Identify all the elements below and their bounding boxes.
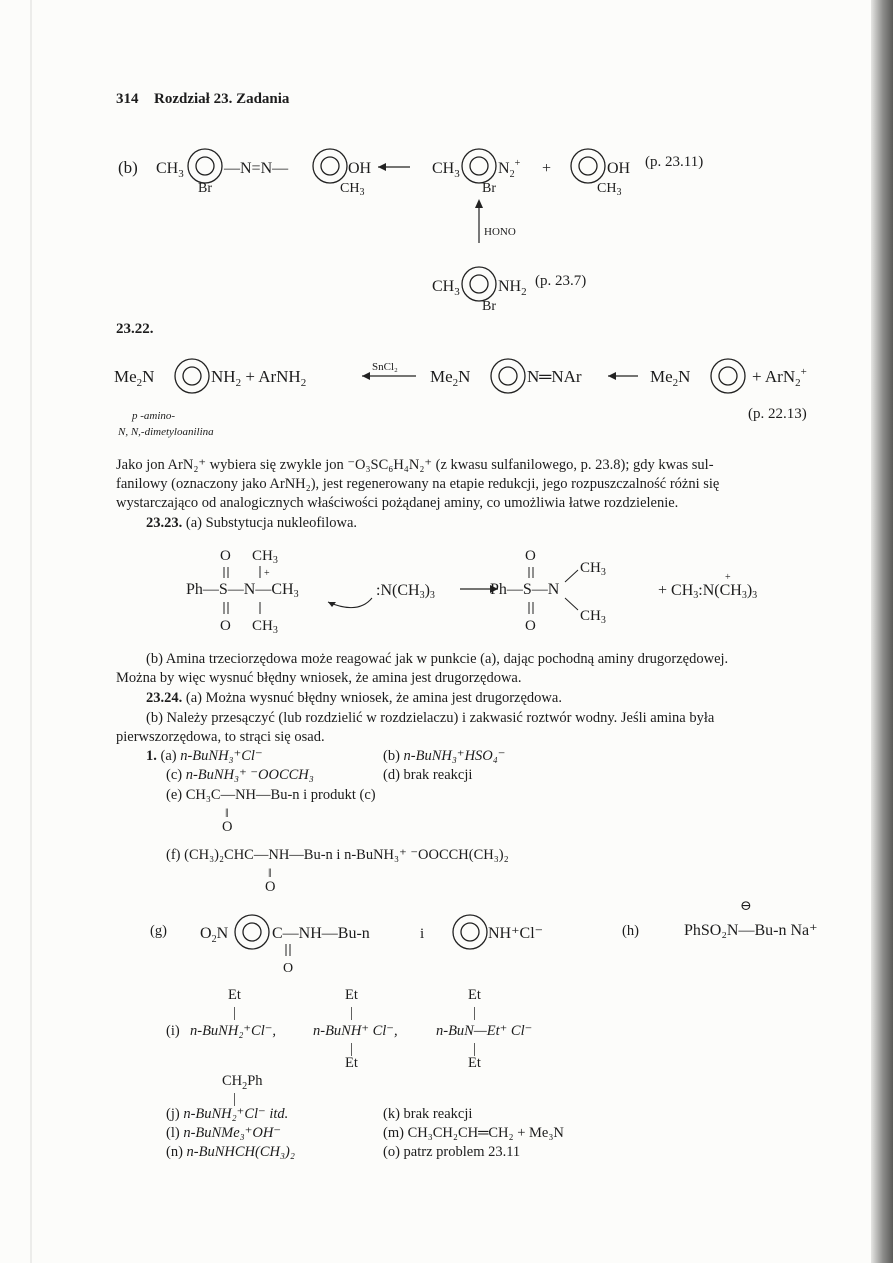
answer-c: (c) n-BuNH₃⁺ ⁻OOCCH₃ <box>166 767 314 783</box>
answer-i1: n-BuNH₂⁺Cl⁻, <box>190 1023 277 1039</box>
chapter-title: Rozdział 23. Zadania <box>154 91 290 107</box>
reference-23-11: (p. 23.11) <box>645 154 704 170</box>
compound-name-line1: p -amino- <box>132 410 176 422</box>
svg-text:+ ArN2+: + ArN$_2$+ <box>752 366 807 389</box>
answer-i2: n-BuNH⁺ Cl⁻, <box>313 1023 398 1039</box>
answer-k: (k) brak reakcji <box>383 1106 473 1122</box>
substituent-et: Et <box>468 1055 481 1071</box>
bond-vertical: | <box>473 1005 476 1021</box>
svg-text:CH3: $CH_3$ <box>597 181 622 198</box>
answer-l: (l) n-BuNMe₃⁺OH⁻ <box>166 1125 281 1141</box>
paragraph-line: pierwszorzędowa, to strąci się osad. <box>116 729 325 745</box>
answer-g-structures <box>196 906 576 976</box>
answer-n: (n) n-BuNHCH(CH₃)₂ <box>166 1144 295 1160</box>
answer-g-salt: NH⁺Cl⁻ <box>488 925 544 942</box>
reduction-scheme <box>110 352 850 402</box>
answer-o: (o) patrz problem 23.11 <box>383 1144 521 1160</box>
svg-text:+: + <box>542 160 552 177</box>
reagent-sncl2: SnCl₂ <box>372 361 398 373</box>
answer-h: PhSO₂N—Bu-n Na⁺ <box>684 922 818 939</box>
answer-d: (d) brak reakcji <box>383 767 473 783</box>
bond-vertical: | <box>473 1041 476 1057</box>
svg-text:N═NAr: N═NAr <box>527 367 582 386</box>
substituent-benzyl: $CH_2Ph$ <box>222 1073 263 1092</box>
svg-text:Me2N: $Me_2N$ <box>430 367 471 389</box>
svg-text:O2N: $O_2N$ <box>200 925 229 945</box>
paragraph-line: (b) Amina trzeciorzędowa może reagować jak w punkcie (a), dając pochodną aminy drugorzędowej. <box>146 651 729 667</box>
svg-text:O: O <box>220 618 231 634</box>
reagent-hono: HONO <box>484 226 516 238</box>
problem-23-22-number: 23.22. <box>116 321 154 337</box>
svg-text:Br: Br <box>482 181 496 196</box>
answer-g-label: (g) <box>150 923 167 939</box>
carbonyl-bond: ‖ <box>225 805 229 820</box>
svg-text:+: + <box>264 568 270 579</box>
carbonyl-bond: ‖ <box>268 865 272 880</box>
svg-text:CH3: $CH_3$ <box>252 618 278 636</box>
svg-text:Me2N: $Me_2N$ <box>114 367 155 389</box>
substituent-et: Et <box>468 987 481 1003</box>
svg-text:CH3: $CH_3$ <box>580 608 606 626</box>
answer-a: 1. (a) n-BuNH₃⁺Cl⁻ <box>146 748 263 764</box>
answer-i3: n-BuN—Et⁺ Cl⁻ <box>436 1023 533 1039</box>
svg-text:Ph—S—N: Ph—S—N <box>490 581 560 598</box>
bond-vertical: | <box>233 1091 236 1107</box>
paragraph-line: Jako jon ArN₂⁺ wybiera się zwykle jon ⁻O₃SC₆H₄N₂⁺ (z kwasu sulfanilowego, p. 23.8); gdy kwas sul- <box>116 457 714 473</box>
answer-g-amide: C—NH—Bu-n <box>272 925 370 942</box>
answer-j: (j) n-BuNH₂⁺Cl⁻ itd. <box>166 1106 289 1122</box>
svg-text::N(CH3)3: :N(CH3)3 <box>376 582 435 601</box>
svg-text:N2+: $N_2^+$ <box>498 158 521 180</box>
chem-label: $CH_3$ <box>156 160 184 180</box>
svg-text:Br: Br <box>198 181 212 196</box>
nucleophilic-substitution-scheme <box>180 540 800 648</box>
paragraph-line: fanilowy (oznaczony jako ArNH₂), jest regenerowany na etapie redukcji, jego rozpuszczalność różni się <box>116 476 720 492</box>
minus-charge-circle: ⊖ <box>740 899 752 914</box>
svg-text:Me2N: $Me_2N$ <box>650 367 691 389</box>
svg-text:+: + <box>725 572 731 583</box>
svg-text:CH3: $CH_3$ <box>252 548 278 566</box>
compound-name-line2: N, N,-dimetyloanilina <box>118 426 214 438</box>
page-edge <box>30 0 32 1263</box>
carbonyl-oxygen: O <box>265 879 276 895</box>
svg-text:Ph—S—N—CH3: Ph—S—N—CH3 <box>186 581 299 600</box>
book-spine-shadow <box>871 0 893 1263</box>
svg-text:CH3: $CH_3$ <box>340 181 365 198</box>
bond-vertical: | <box>350 1005 353 1021</box>
svg-text:NH2 + ArNH2: $NH_2$ + ArNH$_2$ <box>211 367 307 389</box>
answer-b: (b) n-BuNH₃⁺HSO₄⁻ <box>383 748 506 764</box>
paragraph-line: wystarczająco od analogicznych właściwości pożądanej aminy, co umożliwia łatwe rozdzielenie. <box>116 495 679 511</box>
answer-m: (m) CH₃CH₂CH═CH₂ + Me₃N <box>383 1125 564 1141</box>
answer-f: (f) (CH₃)₂CHC—NH—Bu-n i n-BuNH₃⁺ ⁻OOCCH(CH₃)₂ <box>166 847 509 863</box>
svg-text:CH3: $CH_3$ <box>432 160 460 180</box>
svg-text:O: O <box>525 548 536 564</box>
answer-i-label: (i) <box>166 1023 180 1039</box>
carbonyl-oxygen: O <box>222 819 233 835</box>
page-number: 314 <box>116 91 139 107</box>
substituent-et: Et <box>228 987 241 1003</box>
answer-e: (e) CH₃C—NH—Bu-n i produkt (c) <box>166 787 376 803</box>
substituent-et: Et <box>345 987 358 1003</box>
svg-text:—N=N—: —N=N— <box>224 160 289 177</box>
problem-23-24: 23.24. (a) Można wysnuć błędny wniosek, że amina jest drugorzędowa. <box>146 690 562 706</box>
paragraph-line: Można by więc wysnuć błędny wniosek, że amina jest drugorzędowa. <box>116 670 522 686</box>
part-b-label: (b) <box>118 158 138 177</box>
reference-23-7: (p. 23.7) <box>535 273 587 289</box>
svg-text:O: O <box>283 961 294 976</box>
problem-23-23: 23.23. (a) Substytucja nukleofilowa. <box>146 515 358 531</box>
conjunction: i <box>420 926 425 942</box>
svg-text:O: O <box>525 618 536 634</box>
substituent-et: Et <box>345 1055 358 1071</box>
svg-text:OH: OH <box>607 160 631 177</box>
answer-h-label: (h) <box>622 923 639 939</box>
paragraph-line: (b) Należy przesączyć (lub rozdzielić w rozdzielaczu) i zakwasić roztwór wodny. Jeśli amina była <box>146 710 715 726</box>
bond-vertical: | <box>233 1005 236 1021</box>
svg-text:CH3: $CH_3$ <box>580 560 606 578</box>
reference-22-13: (p. 22.13) <box>748 406 807 422</box>
bond-vertical: | <box>350 1041 353 1057</box>
svg-text:CH3: $CH_3$ <box>432 278 460 298</box>
svg-text:O: O <box>220 548 231 564</box>
svg-text:OH: OH <box>348 160 372 177</box>
svg-text:Br: Br <box>482 299 496 314</box>
svg-text:+ CH3:N(CH3)3: + CH3:N(CH3)3 <box>658 582 758 601</box>
svg-text:NH2: $NH_2$ <box>498 278 527 298</box>
